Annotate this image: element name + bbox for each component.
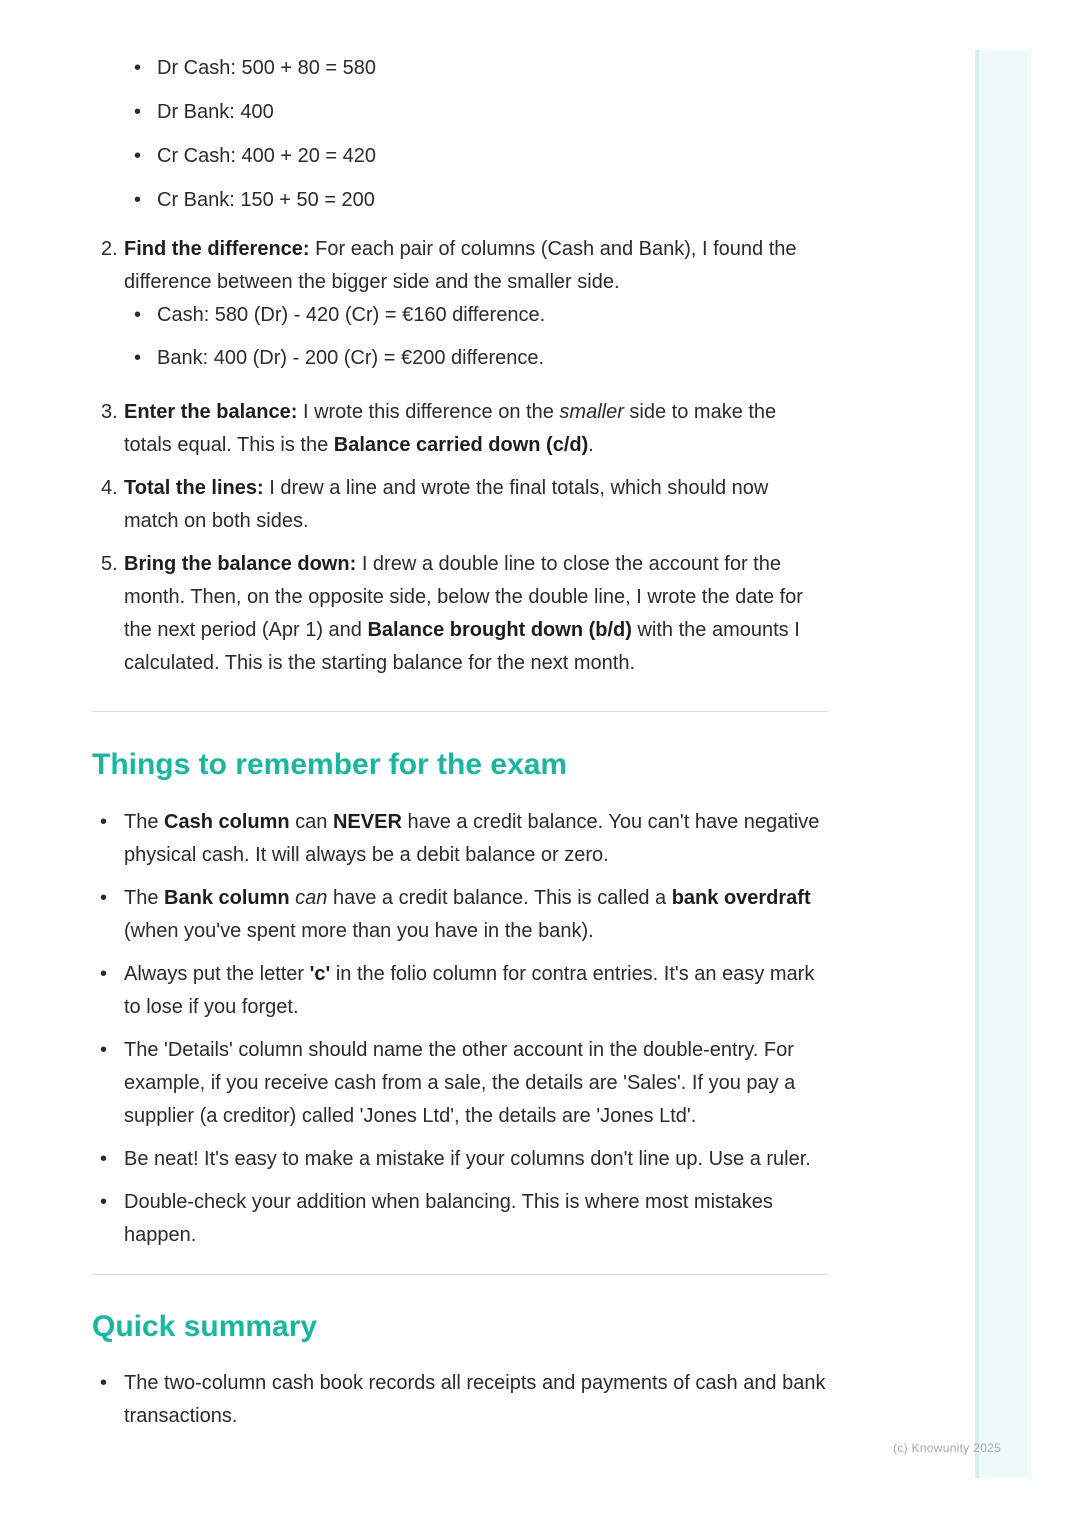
- list-item: • Cash: 580 (Dr) - 420 (Cr) = €160 difference.: [134, 299, 828, 332]
- term: Cash column: [164, 811, 290, 833]
- step-number: 5.: [101, 553, 118, 575]
- text: The: [124, 811, 159, 833]
- list-item: • Dr Cash: 500 + 80 = 580: [134, 56, 828, 80]
- step-title: Find the difference:: [124, 238, 310, 260]
- step-number: 4.: [101, 477, 118, 499]
- step-number: 2.: [101, 238, 118, 260]
- step-text: side to make the totals equal. This is the: [124, 401, 777, 456]
- emphasis: can: [295, 887, 328, 909]
- copyright-footer: (c) Knowunity 2025: [893, 1441, 1002, 1455]
- divider: [92, 711, 828, 712]
- summary-list: [92, 1367, 828, 1433]
- page-margin-bar: [975, 50, 1031, 1478]
- list-item: • Double-check your addition when balancing. This is where most mistakes happen.: [92, 1186, 828, 1252]
- list-item: • The two-column cash book records all receipts and payments of cash and bank transactions.: [92, 1367, 828, 1433]
- term: Bank column: [164, 887, 290, 909]
- list-item: • Cr Cash: 400 + 20 = 420: [134, 144, 828, 168]
- term: 'c': [309, 963, 331, 985]
- step-5: [92, 548, 828, 680]
- list-item: • Cr Bank: 150 + 50 = 200: [134, 188, 828, 212]
- list-item: [92, 958, 828, 1024]
- section-heading-summary: Quick summary: [92, 1310, 318, 1343]
- section-heading-exam: Things to remember for the exam: [92, 748, 568, 781]
- step-4: [92, 472, 828, 538]
- step-term: Balance carried down (c/d): [333, 434, 589, 456]
- list-item: • Bank: 400 (Dr) - 200 (Cr) = €200 difference.: [134, 342, 828, 375]
- list-item: [92, 882, 828, 948]
- exam-tips-list: [92, 806, 828, 1252]
- difference-list: [124, 299, 828, 375]
- text: in the folio column for contra entries. It's an easy mark to lose if you forget.: [124, 963, 815, 1018]
- text: have a credit balance. This is called a: [332, 887, 667, 909]
- step-term: Balance brought down (b/d): [367, 619, 632, 641]
- text: can: [295, 811, 328, 833]
- list-item: [92, 806, 828, 872]
- step-text: I drew a line and wrote the final totals, which should now match on both sides.: [124, 477, 769, 532]
- document-body: [92, 0, 828, 1443]
- step-2: [92, 233, 828, 375]
- step-emphasis: smaller: [559, 401, 624, 423]
- step-text: with the amounts I calculated. This is the starting balance for the next month.: [124, 619, 800, 674]
- totals-list: [92, 56, 828, 212]
- list-item: • The 'Details' column should name the other account in the double-entry. For example, if you receive cash from a sale, the details are 'Sales'. If you pay a supplier (a creditor) called 'Jones Ltd', the details are 'Jones Ltd'.: [92, 1034, 828, 1133]
- term: bank overdraft: [671, 887, 811, 909]
- list-item: • Dr Bank: 400: [134, 100, 828, 124]
- step-3: [92, 396, 828, 462]
- text: The: [124, 887, 159, 909]
- step-title: Enter the balance:: [124, 401, 298, 423]
- step-title: Total the lines:: [124, 477, 264, 499]
- text: have a credit balance. You can't have negative physical cash. It will always be a debit balance or zero.: [124, 811, 820, 866]
- step-title: Bring the balance down:: [124, 553, 357, 575]
- step-text: For each pair of columns (Cash and Bank), I found the difference between the bigger side and the smaller side.: [124, 238, 797, 293]
- step-text: I wrote this difference on the: [302, 401, 554, 423]
- step-text: .: [588, 434, 594, 456]
- text: (when you've spent more than you have in the bank).: [124, 920, 594, 942]
- step-number: 3.: [101, 401, 118, 423]
- text: Always put the letter: [124, 963, 305, 985]
- term: NEVER: [332, 811, 402, 833]
- steps-list: [92, 233, 828, 680]
- step-text: I drew a double line to close the account for the month. Then, on the opposite side, below the double line, I wrote the date for the next period (Apr 1) and: [124, 553, 803, 641]
- divider: [92, 1274, 828, 1275]
- list-item: • Be neat! It's easy to make a mistake if your columns don't line up. Use a ruler.: [92, 1143, 828, 1176]
